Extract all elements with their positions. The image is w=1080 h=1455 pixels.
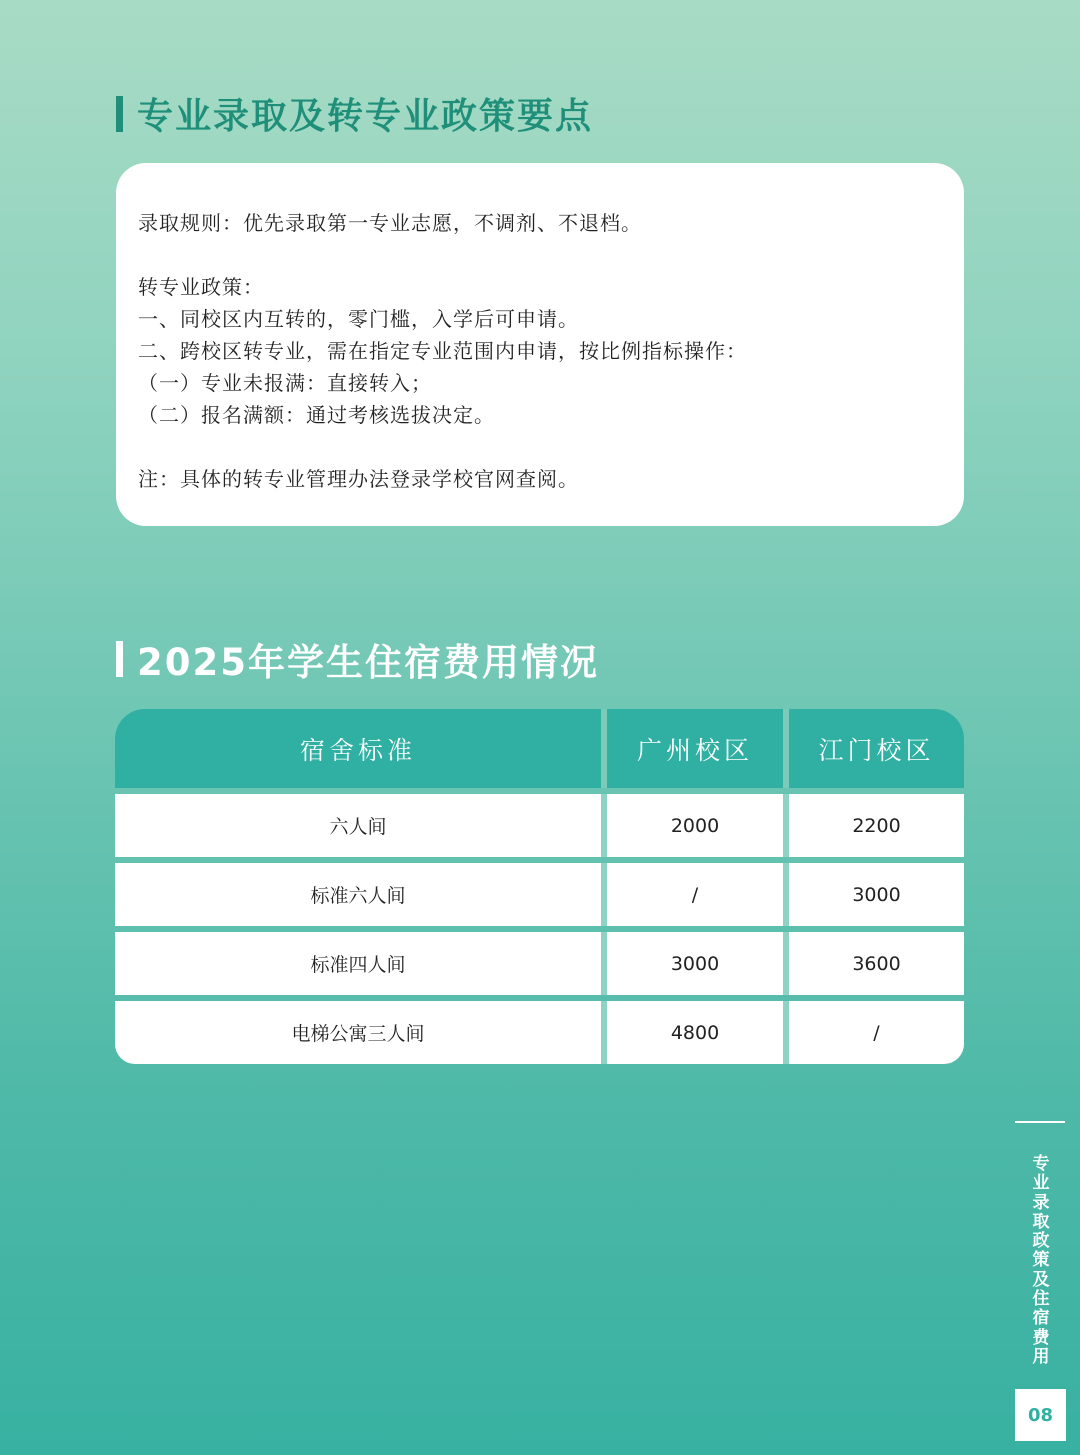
transfer-policy-heading: 转专业政策：: [138, 275, 264, 299]
fee-section-heading: [116, 632, 599, 686]
table-header-row: [115, 709, 964, 788]
guangzhou-fee-cell: /: [691, 883, 699, 906]
dorm-type-cell: 电梯公寓三人间: [291, 1023, 425, 1045]
paragraph-gap: [138, 431, 942, 463]
header-dorm-standard: 宿舍标准: [299, 735, 416, 765]
page-number: 08: [1015, 1389, 1066, 1441]
transfer-policy-item-2: 二、跨校区转专业，需在指定专业范围内申请，按比例指标操作：: [138, 339, 747, 363]
policy-card: [116, 163, 964, 526]
table-row: [115, 1001, 964, 1064]
jiangmen-fee-cell: 2200: [852, 814, 901, 837]
dorm-type-cell: 标准四人间: [310, 954, 406, 976]
heading-accent-bar: [116, 96, 123, 132]
jiangmen-fee-cell: 3600: [852, 952, 901, 975]
jiangmen-fee-cell: 3000: [852, 883, 901, 906]
policy-section-heading: [116, 88, 593, 139]
header-jiangmen-campus: 江门校区: [818, 735, 935, 765]
dormitory-fee-table: [115, 709, 964, 1064]
fee-section-title: 2025年学生住宿费用情况: [137, 641, 599, 684]
guangzhou-fee-cell: 4800: [670, 1021, 720, 1044]
policy-section-title: 专业录取及转专业政策要点: [137, 96, 594, 137]
header-guangzhou-campus: 广州校区: [636, 735, 753, 765]
heading-accent-bar: [116, 641, 123, 677]
guangzhou-fee-cell: 2000: [670, 814, 720, 837]
side-divider-line: [1015, 1121, 1065, 1123]
transfer-policy-sub-item-2: （二）报名满额：通过考核选拔决定。: [138, 403, 495, 427]
dorm-type-cell: 六人间: [329, 816, 387, 838]
side-section-label: 专业录取政策及住宿费用: [1032, 1154, 1050, 1367]
dorm-type-cell: 标准六人间: [310, 885, 406, 907]
admission-rule-line: 录取规则：优先录取第一专业志愿，不调剂、不退档。: [138, 211, 642, 235]
table-row: [115, 863, 964, 926]
table-row: [115, 794, 964, 857]
policy-note: 注：具体的转专业管理办法登录学校官网查阅。: [138, 467, 579, 491]
table-row: [115, 932, 964, 995]
guangzhou-fee-cell: 3000: [670, 952, 720, 975]
transfer-policy-item-1: 一、同校区内互转的，零门槛，入学后可申请。: [138, 307, 579, 331]
paragraph-gap: [138, 239, 942, 271]
jiangmen-fee-cell: /: [873, 1021, 880, 1044]
transfer-policy-sub-item-1: （一）专业未报满：直接转入；: [138, 371, 432, 395]
